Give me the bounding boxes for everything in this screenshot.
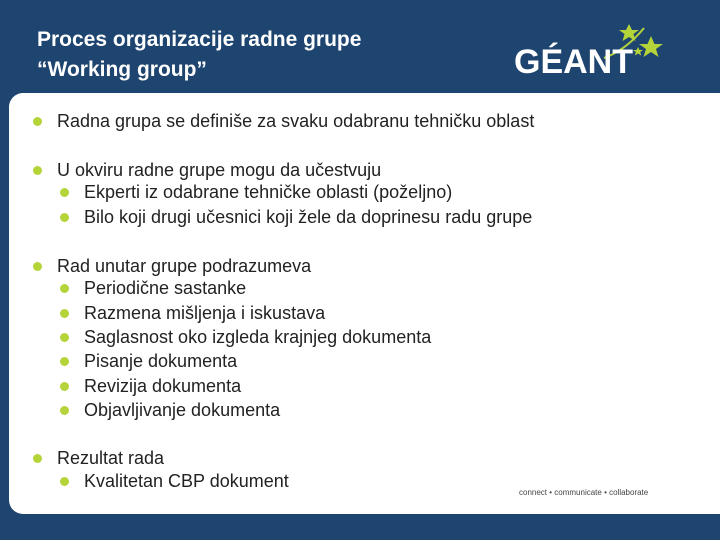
- footer-band: [0, 514, 720, 540]
- content-panel: Radna grupa se definiše za svaku odabranu tehničku oblast U okviru radne grupe mogu da učestvuju Ekperti iz odabrane tehničke oblasti (poželjno) Bilo koji drugi učesnici koji žele da doprinesu radu grupe Rad unutar grupe podrazumeva Periodične sastanke Razmena mišljenja i iskustava Saglasnost oko izgleda krajnjeg dokumenta Pisanje dokumenta Revizija dokumenta Objavljivanje dokumenta Rezultat rada Kvalitetan CBP dokument connect • communicate • collaborate: [9, 93, 720, 514]
- logo-star-3-icon: [633, 47, 643, 56]
- bullet-dot-icon: [33, 454, 42, 463]
- bullet-dot-icon: [60, 477, 69, 486]
- bullet-dot-icon: [60, 333, 69, 342]
- slide-title: [37, 25, 457, 85]
- slide-header: [0, 0, 720, 93]
- bullet-dot-icon: [60, 406, 69, 415]
- logo-wordmark: GÉANT: [514, 43, 633, 81]
- bullet-dot-icon: [60, 188, 69, 197]
- bullet-dot-icon: [33, 262, 42, 271]
- footer-tagline: connect • communicate • collaborate: [519, 488, 649, 497]
- bullet-dot-icon: [60, 284, 69, 293]
- logo-star-2-icon: [639, 36, 663, 57]
- slide-title-line-1: Proces organizacije radne grupe: [37, 28, 362, 51]
- bullet-dot-icon: [33, 166, 42, 175]
- geant-logo-graphic: [512, 14, 672, 84]
- bullet-dot-icon: [60, 382, 69, 391]
- bullet-dot-icon: [33, 117, 42, 126]
- geant-logo: [512, 14, 672, 84]
- bullet-dot-icon: [60, 357, 69, 366]
- bullet-dot-icon: [60, 213, 69, 222]
- bullet-dot-icon: [60, 309, 69, 318]
- slide-title-line-2: “Working group”: [37, 58, 207, 81]
- logo-star-1-icon: [619, 24, 639, 41]
